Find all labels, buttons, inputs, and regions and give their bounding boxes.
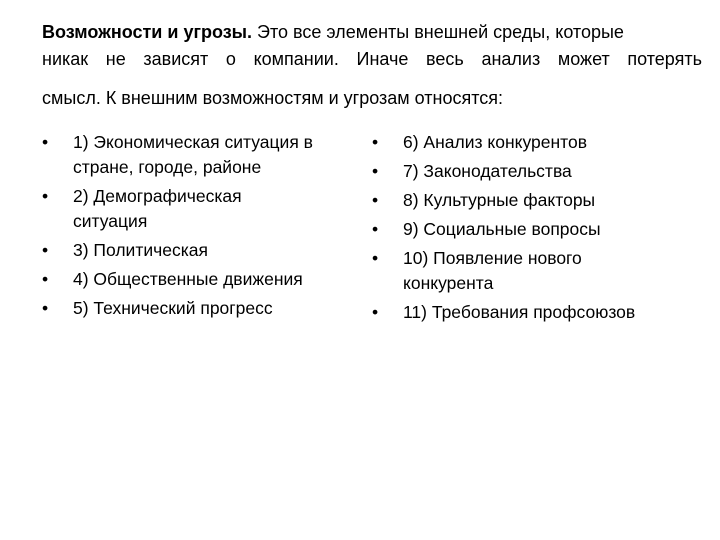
list-item-line: 8) Культурные факторы	[403, 190, 596, 210]
list-item	[42, 130, 362, 180]
bullet-icon: •	[42, 298, 49, 318]
list-item-text	[403, 217, 702, 242]
list-item-text	[403, 246, 702, 296]
list-item-text	[73, 267, 362, 292]
list-item-text	[73, 238, 362, 263]
list-item-line: 9) Социальные вопросы	[403, 219, 601, 239]
list-item	[42, 184, 362, 234]
list-item	[372, 159, 702, 184]
list-item	[372, 246, 702, 296]
bullet-icon: •	[372, 132, 379, 152]
bullet-icon: •	[372, 190, 379, 210]
bullet-icon: •	[42, 132, 49, 152]
left-bullet-list	[42, 130, 362, 325]
list-item-line: 2) Демографическая	[73, 186, 242, 206]
intro-line-2: никак не зависят о компании. Иначе весь анализ может потерять	[42, 49, 702, 69]
list-item-line: 1) Экономическая ситуация в	[73, 132, 313, 152]
list-item-text	[403, 130, 702, 155]
list-item	[42, 238, 362, 263]
intro-bold-lead: Возможности и угрозы.	[42, 22, 253, 42]
list-item-text	[403, 300, 702, 325]
intro-line-1	[42, 19, 702, 46]
list-item-text	[73, 296, 362, 321]
list-item-text	[73, 184, 362, 234]
list-item-text	[403, 159, 702, 184]
bullet-icon: •	[42, 269, 49, 289]
bullet-icon: •	[42, 240, 49, 260]
list-item-line: 7) Законодательства	[403, 161, 572, 181]
intro-line-1-rest: Это все элементы внешней среды, которые	[252, 22, 624, 42]
right-bullet-list	[372, 130, 702, 329]
list-item-line: 4) Общественные движения	[73, 269, 303, 289]
list-item	[42, 296, 362, 321]
list-item	[372, 300, 702, 325]
list-item	[372, 130, 702, 155]
list-item-line: ситуация	[73, 211, 148, 231]
intro-line-3: смысл. К внешним возможностям и угрозам относятся:	[42, 88, 504, 108]
list-item-line: 6) Анализ конкурентов	[403, 132, 587, 152]
list-item-text	[73, 130, 362, 180]
bullet-icon: •	[372, 248, 379, 268]
list-item-line: 11) Требования профсоюзов	[403, 302, 636, 322]
list-item	[372, 188, 702, 213]
list-item-line: 3) Политическая	[73, 240, 208, 260]
intro-paragraph	[42, 19, 702, 112]
bullet-icon: •	[372, 161, 379, 181]
list-item	[42, 267, 362, 292]
list-item-text	[403, 188, 702, 213]
bullet-icon: •	[42, 186, 49, 206]
list-item-line: конкурента	[403, 273, 494, 293]
list-item-line: стране, городе, районе	[73, 157, 262, 177]
bullet-icon: •	[372, 219, 379, 239]
list-item	[372, 217, 702, 242]
list-item-line: 5) Технический прогресс	[73, 298, 273, 318]
list-item-line: 10) Появление нового	[403, 248, 582, 268]
bullet-icon: •	[372, 302, 379, 322]
